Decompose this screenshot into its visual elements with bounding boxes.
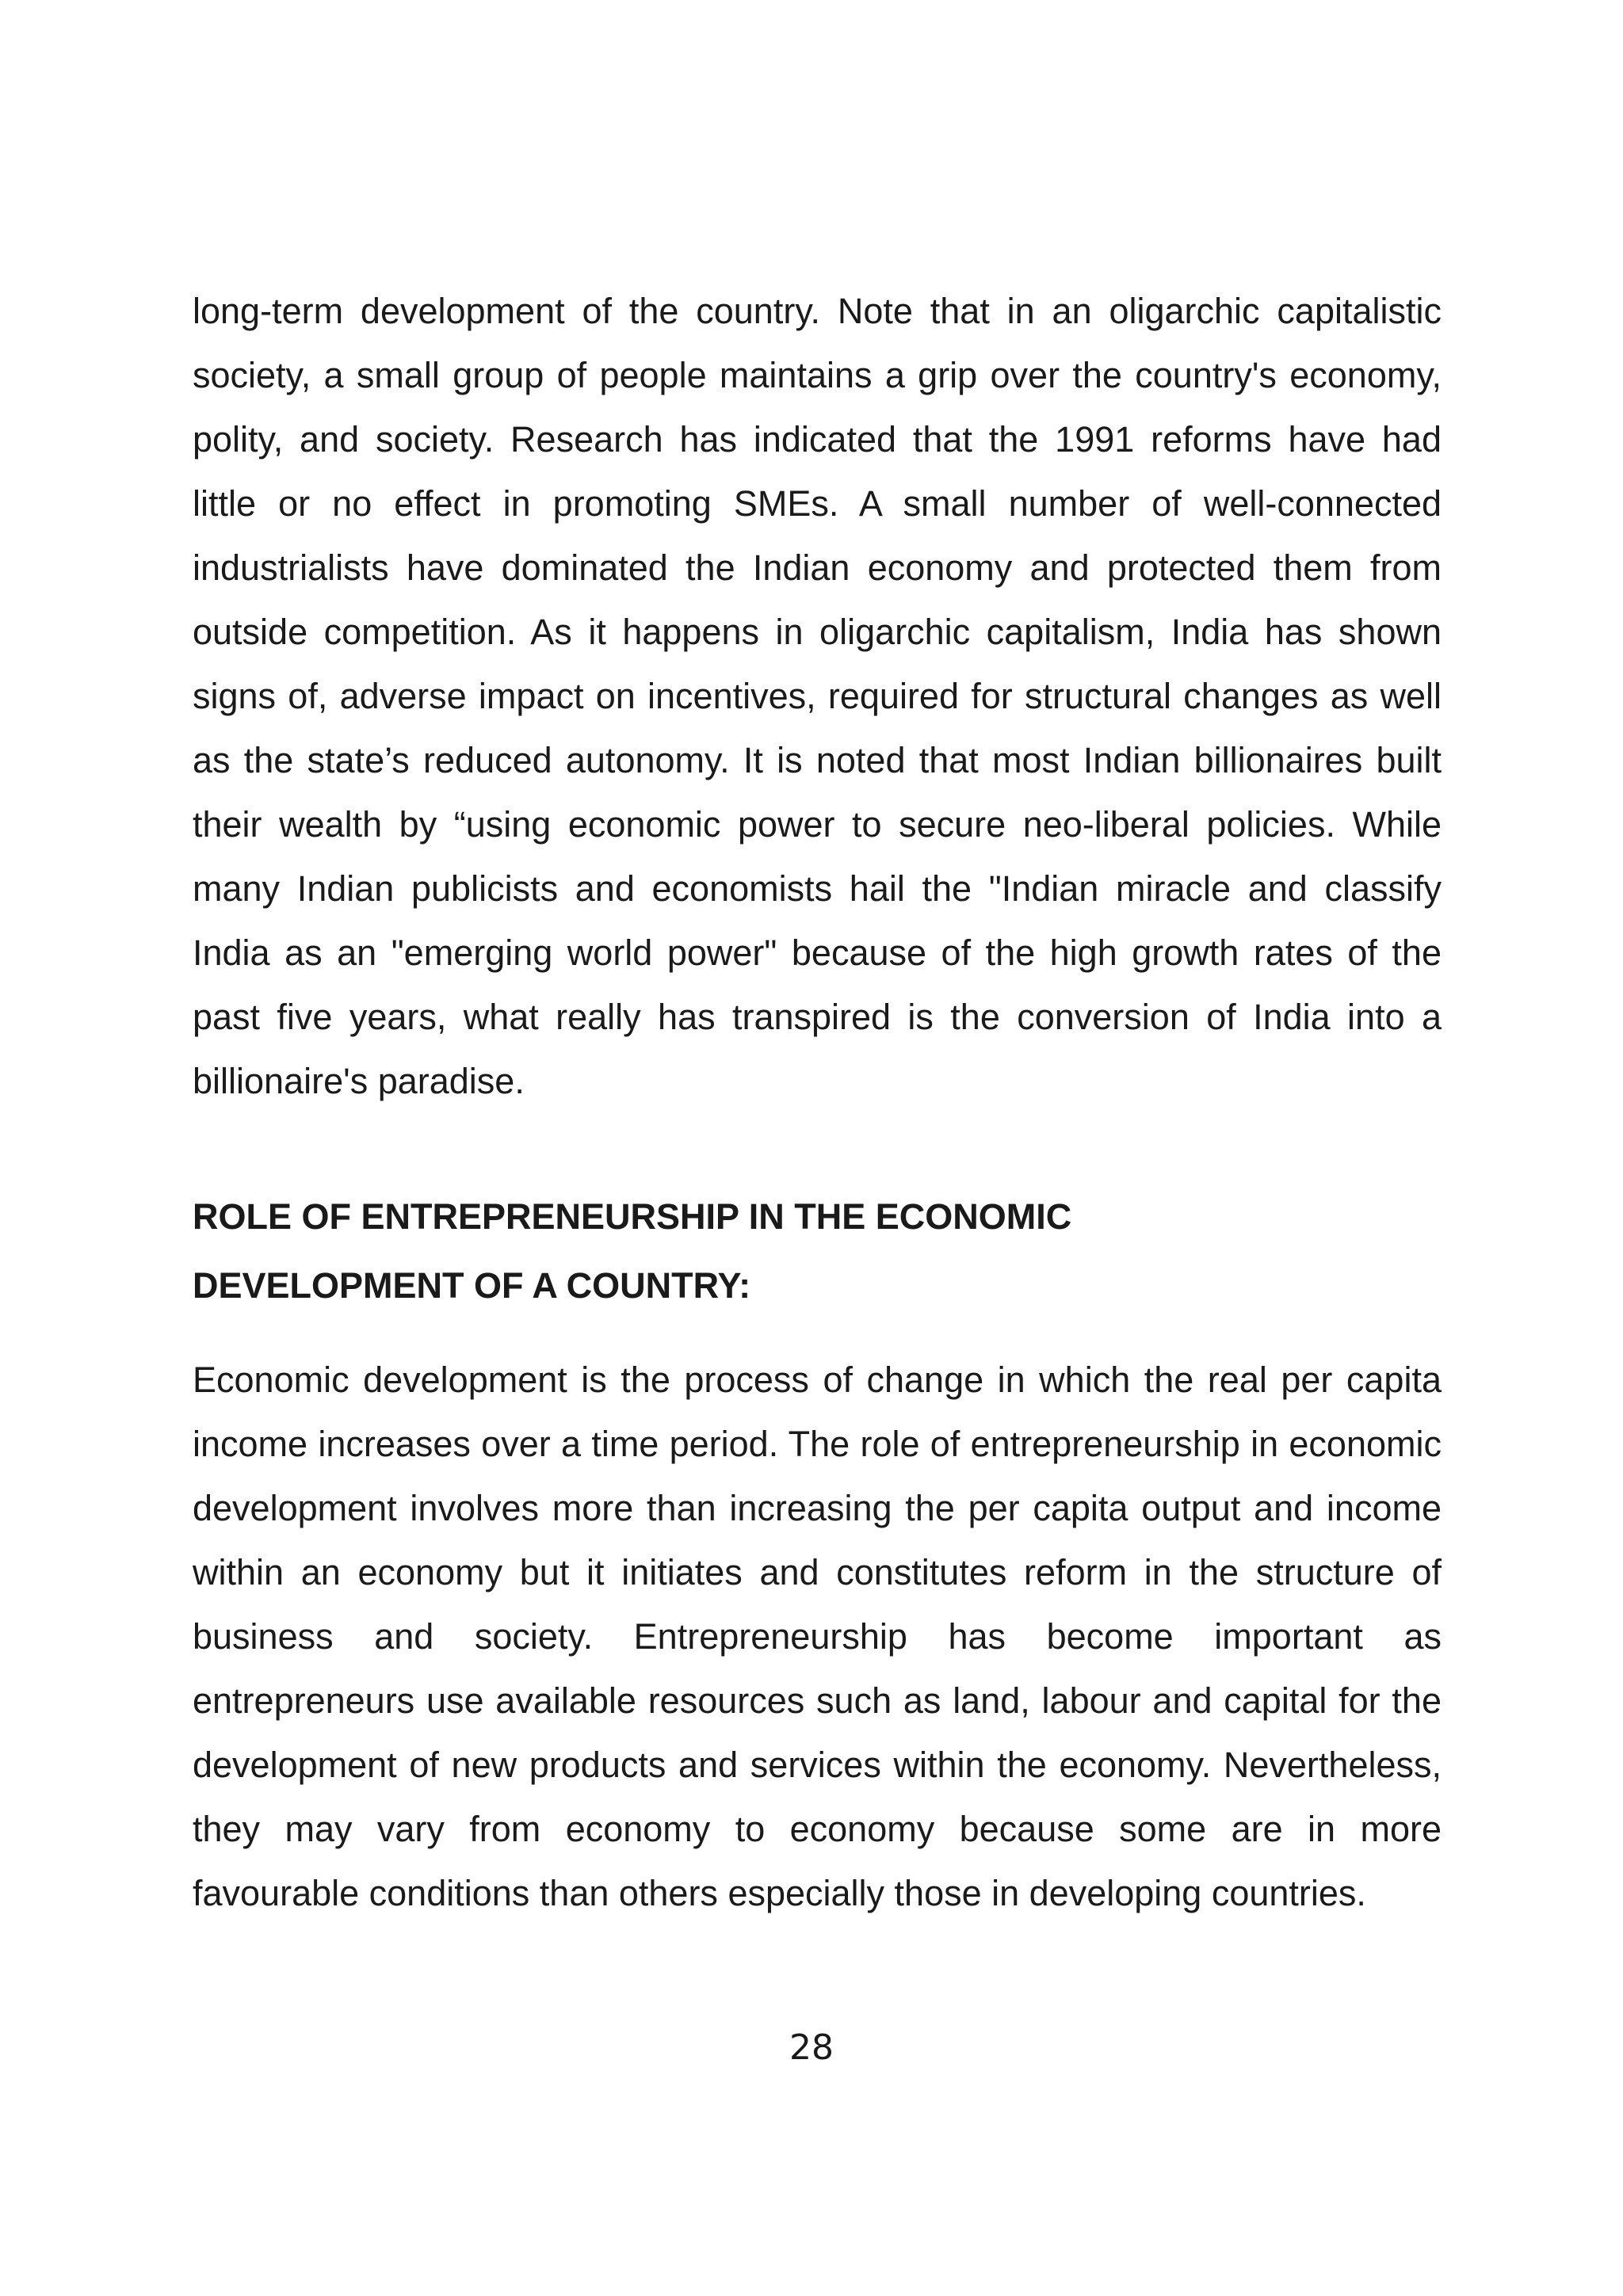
page-number: 28 <box>789 2027 834 2068</box>
section-heading-line-2: DEVELOPMENT OF A COUNTRY: <box>193 1265 751 1306</box>
section-heading <box>193 1182 1442 1320</box>
body-paragraph-2: Economic development is the process of change in which the real per capita income increases over a time period. The role of entrepreneurship in economic development involves more than increasing the per capita output and income within an economy but it initiates and constitutes reform in the structure of business and society. Entrepreneurship has become important as entrepreneurs use available resources such as land, labour and capital for the development of new products and services within the economy. Nevertheless, they may vary from economy to economy because some are in more favourable conditions than others especially those in developing countries. <box>193 1360 1442 1913</box>
body-paragraph-1: long-term development of the country. Note that in an oligarchic capitalistic society, a small group of people maintains a grip over the country's economy, polity, and society. Research has indicated that the 1991 reforms have had little or no effect in promoting SMEs. A small number of well-connected industrialists have dominated the Indian economy and protected them from outside competition. As it happens in oligarchic capitalism, India has shown signs of, adverse impact on incentives, required for structural changes as well as the state’s reduced autonomy. It is noted that most Indian billionaires built their wealth by “using economic power to secure neo-liberal policies. While many Indian publicists and economists hail the "Indian miracle and classify India as an "emerging world power" because of the high growth rates of the past five years, what really has transpired is the conversion of India into a billionaire's paradise. <box>193 291 1442 1101</box>
section-heading-line-1: ROLE OF ENTREPRENEURSHIP IN THE ECONOMIC <box>193 1196 1072 1237</box>
